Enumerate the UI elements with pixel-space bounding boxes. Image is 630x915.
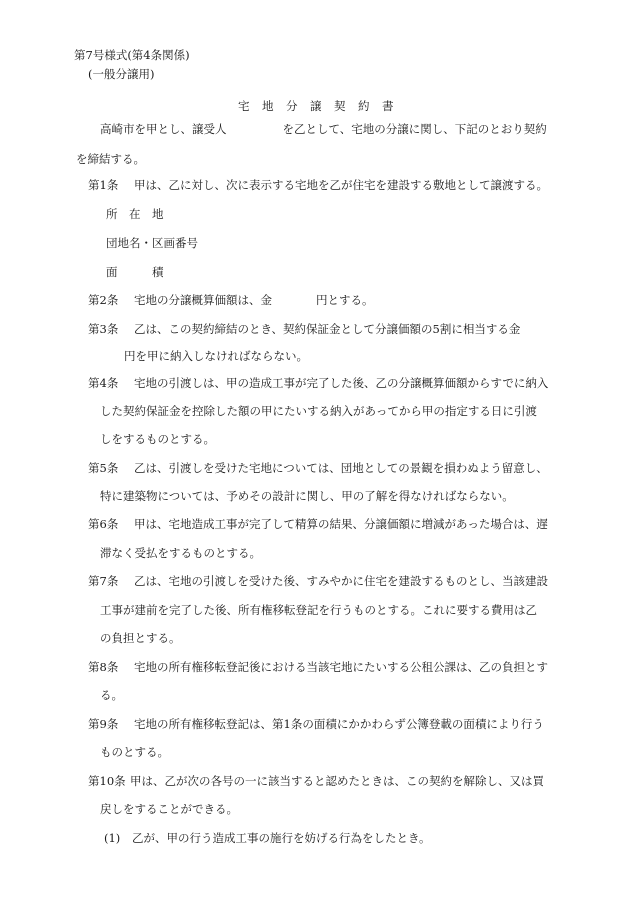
article-text-b: 円とする。	[316, 293, 374, 307]
article-text: 甲は、乙が次の各号の一に該当すると認めたときは、この契約を解除し、又は買	[130, 774, 544, 788]
article-5-line-2: 特に建築物については、予めその設計に関し、甲の了解を得なければならない。	[100, 489, 514, 503]
article-8	[88, 659, 548, 675]
article-number: 第3条	[88, 322, 119, 336]
article-4	[88, 375, 548, 391]
article-number: 第1条	[88, 178, 119, 192]
article-7-line-2: 工事が建前を完了した後、所有権移転登記を行うものとする。これに要する費用は乙	[100, 603, 537, 617]
article-text: 甲は、乙に対し、次に表示する宅地を乙が住宅を建設する敷地として譲渡する。	[134, 178, 548, 192]
article-number: 第2条	[88, 293, 119, 307]
item-number: (1)	[104, 831, 121, 845]
article-3	[88, 321, 520, 337]
article-4-line-2: した契約保証金を控除した額の甲にたいする納入があってから甲の指定する日に引渡	[100, 404, 537, 418]
article-1	[88, 177, 548, 193]
article-10-item-1	[104, 830, 431, 846]
article-2	[88, 292, 374, 308]
article-number: 第4条	[88, 376, 119, 390]
article-number: 第6条	[88, 517, 119, 531]
article-4-line-3: しをするものとする。	[100, 432, 215, 446]
article-5	[88, 460, 548, 476]
article-3-line-2: 円を甲に納入しなければならない。	[124, 349, 308, 363]
article-9-line-2: ものとする。	[100, 745, 169, 759]
article-1-item-estate: 団地名・区画番号	[106, 236, 198, 250]
article-number: 第7条	[88, 574, 119, 588]
article-text-a: 宅地の分譲概算価額は、金	[134, 293, 272, 307]
article-8-line-2: る。	[100, 688, 123, 702]
form-type: (一般分譲用)	[88, 67, 155, 81]
article-text: 甲は、宅地造成工事が完了して精算の結果、分譲価額に増減があった場合は、遅	[134, 517, 548, 531]
preamble-line-1	[100, 121, 547, 137]
article-6-line-2: 滞なく受払をするものとする。	[100, 546, 261, 560]
article-text: 乙は、宅地の引渡しを受けた後、すみやかに住宅を建設するものとし、当該建設	[134, 574, 548, 588]
preamble-text-a: 高崎市を甲とし、譲受人	[100, 122, 227, 136]
form-number: 第7号様式(第4条関係)	[74, 48, 190, 62]
article-6	[88, 516, 548, 532]
article-9	[88, 716, 544, 732]
article-number: 第9条	[88, 717, 119, 731]
article-text: 宅地の所有権移転登記は、第1条の面積にかかわらず公簿登載の面積により行う	[134, 717, 544, 731]
article-1-item-location: 所 在 地	[106, 207, 164, 221]
article-text: 宅地の所有権移転登記後における当該宅地にたいする公租公課は、乙の負担とす	[134, 660, 548, 674]
preamble-text-b: を乙として、宅地の分譲に関し、下記のとおり契約	[282, 122, 547, 136]
article-number: 第5条	[88, 461, 119, 475]
article-text: 乙は、引渡しを受けた宅地については、団地としての景観を損わぬよう留意し、	[134, 461, 548, 475]
article-7-line-3: の負担とする。	[100, 631, 181, 645]
item-text: 乙が、甲の行う造成工事の施行を妨げる行為をしたとき。	[132, 831, 431, 845]
article-text: 宅地の引渡しは、甲の造成工事が完了した後、乙の分譲概算価額からすでに納入	[134, 376, 549, 390]
article-text: 乙は、この契約締結のとき、契約保証金として分譲価額の5割に相当する金	[134, 322, 521, 336]
preamble-line-2: を締結する。	[76, 152, 145, 166]
article-7	[88, 573, 548, 589]
article-10-line-2: 戻しをすることができる。	[100, 802, 238, 816]
article-number: 第10条	[88, 774, 126, 788]
document-title: 宅 地 分 譲 契 約 書	[238, 99, 394, 113]
article-1-item-area: 面 積	[106, 265, 164, 279]
article-number: 第8条	[88, 660, 119, 674]
article-10	[88, 773, 544, 789]
